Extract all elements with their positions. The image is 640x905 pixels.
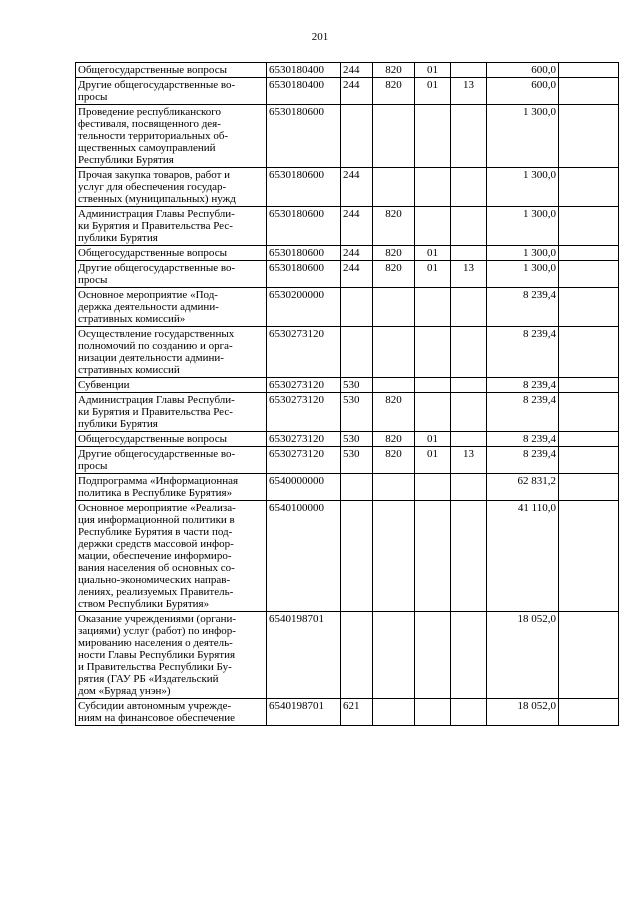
row-pr-cell: 13 (451, 261, 487, 288)
table-row (76, 246, 619, 261)
row-empty-cell (559, 378, 619, 393)
table-row (76, 168, 619, 207)
row-ved-cell (373, 378, 415, 393)
row-sum-cell: 8 239,4 (487, 432, 559, 447)
row-csr-cell: 6530180600 (267, 207, 341, 246)
row-name-cell: Администрация Главы Республи- ки Бурятия и Правительства Рес- публики Бурятия (76, 207, 267, 246)
row-csr-cell: 6540000000 (267, 474, 341, 501)
row-pr-cell (451, 393, 487, 432)
row-csr-cell: 6530273120 (267, 378, 341, 393)
row-ved-cell (373, 501, 415, 612)
row-pr-cell (451, 612, 487, 699)
row-vr-cell: 530 (341, 378, 373, 393)
row-ved-cell (373, 474, 415, 501)
row-sum-cell: 62 831,2 (487, 474, 559, 501)
row-vr-cell: 244 (341, 63, 373, 78)
row-sum-cell: 8 239,4 (487, 288, 559, 327)
row-pr-cell: 13 (451, 447, 487, 474)
row-vr-cell (341, 501, 373, 612)
budget-table (75, 62, 619, 726)
row-vr-cell: 244 (341, 168, 373, 207)
row-pr-cell (451, 168, 487, 207)
row-sum-cell: 8 239,4 (487, 393, 559, 432)
row-ved-cell: 820 (373, 447, 415, 474)
row-rz-cell (415, 327, 451, 378)
row-vr-cell (341, 474, 373, 501)
table-row (76, 447, 619, 474)
row-rz-cell: 01 (415, 261, 451, 288)
row-vr-cell: 244 (341, 246, 373, 261)
row-pr-cell (451, 63, 487, 78)
row-name-cell: Общегосударственные вопросы (76, 63, 267, 78)
row-csr-cell: 6530180400 (267, 63, 341, 78)
row-pr-cell (451, 246, 487, 261)
row-rz-cell: 01 (415, 447, 451, 474)
row-vr-cell: 530 (341, 393, 373, 432)
row-name-cell: Общегосударственные вопросы (76, 432, 267, 447)
row-ved-cell: 820 (373, 246, 415, 261)
row-empty-cell (559, 207, 619, 246)
row-csr-cell: 6530273120 (267, 327, 341, 378)
row-empty-cell (559, 432, 619, 447)
row-empty-cell (559, 612, 619, 699)
row-name-cell: Другие общегосударственные во- просы (76, 78, 267, 105)
budget-table-body (76, 63, 619, 726)
row-vr-cell: 621 (341, 699, 373, 726)
row-csr-cell: 6530180600 (267, 246, 341, 261)
table-row (76, 63, 619, 78)
row-csr-cell: 6530180600 (267, 105, 341, 168)
table-row (76, 288, 619, 327)
row-name-cell: Подпрограмма «Информационная политика в Республике Бурятия» (76, 474, 267, 501)
row-ved-cell (373, 288, 415, 327)
table-row (76, 105, 619, 168)
row-empty-cell (559, 288, 619, 327)
row-empty-cell (559, 168, 619, 207)
row-ved-cell: 820 (373, 78, 415, 105)
row-sum-cell: 41 110,0 (487, 501, 559, 612)
table-row (76, 432, 619, 447)
row-pr-cell (451, 105, 487, 168)
row-empty-cell (559, 327, 619, 378)
row-empty-cell (559, 261, 619, 288)
row-sum-cell: 1 300,0 (487, 168, 559, 207)
table-row (76, 78, 619, 105)
row-rz-cell: 01 (415, 432, 451, 447)
row-pr-cell: 13 (451, 78, 487, 105)
row-empty-cell (559, 246, 619, 261)
row-ved-cell (373, 327, 415, 378)
row-empty-cell (559, 474, 619, 501)
row-csr-cell: 6530200000 (267, 288, 341, 327)
table-row (76, 207, 619, 246)
row-name-cell: Субвенции (76, 378, 267, 393)
row-pr-cell (451, 327, 487, 378)
row-rz-cell (415, 501, 451, 612)
row-pr-cell (451, 288, 487, 327)
row-sum-cell: 1 300,0 (487, 246, 559, 261)
row-name-cell: Прочая закупка товаров, работ и услуг для обеспечения государ- ственных (муниципальных) нужд (76, 168, 267, 207)
row-ved-cell (373, 699, 415, 726)
row-name-cell: Общегосударственные вопросы (76, 246, 267, 261)
table-row (76, 501, 619, 612)
table-row (76, 612, 619, 699)
table-row (76, 378, 619, 393)
row-name-cell: Администрация Главы Республи- ки Бурятия и Правительства Рес- публики Бурятия (76, 393, 267, 432)
row-name-cell: Проведение республиканского фестиваля, посвященного дея- тельности территориальных об- щественных самоуправлений Республики Бурятия (76, 105, 267, 168)
table-row (76, 327, 619, 378)
row-empty-cell (559, 78, 619, 105)
row-name-cell: Другие общегосударственные во- просы (76, 261, 267, 288)
row-rz-cell (415, 105, 451, 168)
row-pr-cell (451, 378, 487, 393)
row-rz-cell (415, 168, 451, 207)
row-empty-cell (559, 699, 619, 726)
row-rz-cell (415, 474, 451, 501)
row-sum-cell: 18 052,0 (487, 612, 559, 699)
row-sum-cell: 8 239,4 (487, 327, 559, 378)
row-ved-cell: 820 (373, 207, 415, 246)
row-name-cell: Оказание учреждениями (органи- зациями) услуг (работ) по инфор- мированию населения о деятель- ности Главы Республики Бурятия и Правительства Республики Бу- рятия (ГАУ РБ «Издательский дом «Буряад унэн») (76, 612, 267, 699)
row-csr-cell: 6530180400 (267, 78, 341, 105)
row-vr-cell (341, 288, 373, 327)
row-empty-cell (559, 447, 619, 474)
row-vr-cell (341, 105, 373, 168)
row-empty-cell (559, 63, 619, 78)
row-sum-cell: 8 239,4 (487, 378, 559, 393)
row-ved-cell: 820 (373, 393, 415, 432)
row-name-cell: Субсидии автономным учрежде- ниям на финансовое обеспечение (76, 699, 267, 726)
row-csr-cell: 6530273120 (267, 447, 341, 474)
row-sum-cell: 1 300,0 (487, 105, 559, 168)
row-pr-cell (451, 474, 487, 501)
row-csr-cell: 6540100000 (267, 501, 341, 612)
row-vr-cell: 244 (341, 78, 373, 105)
row-sum-cell: 600,0 (487, 63, 559, 78)
row-ved-cell: 820 (373, 432, 415, 447)
row-name-cell: Основное мероприятие «Реализа- ция информационной политики в Республике Бурятия в части под- держки средств массовой инфор- мации, обеспечение информиро- вания населения об основных со- циально-экономических направ- лениях, реализуемых Правитель- ством Республики Бурятия» (76, 501, 267, 612)
row-sum-cell: 600,0 (487, 78, 559, 105)
row-rz-cell (415, 699, 451, 726)
row-csr-cell: 6530273120 (267, 432, 341, 447)
table-row (76, 699, 619, 726)
row-empty-cell (559, 105, 619, 168)
page-number: 201 (311, 31, 329, 43)
row-pr-cell (451, 699, 487, 726)
row-vr-cell: 244 (341, 207, 373, 246)
row-rz-cell: 01 (415, 63, 451, 78)
row-rz-cell (415, 612, 451, 699)
row-empty-cell (559, 501, 619, 612)
row-pr-cell (451, 207, 487, 246)
table-row (76, 261, 619, 288)
row-pr-cell (451, 432, 487, 447)
row-vr-cell: 244 (341, 261, 373, 288)
row-csr-cell: 6540198701 (267, 612, 341, 699)
row-vr-cell (341, 327, 373, 378)
row-ved-cell: 820 (373, 261, 415, 288)
row-csr-cell: 6530180600 (267, 261, 341, 288)
row-vr-cell: 530 (341, 447, 373, 474)
row-ved-cell: 820 (373, 63, 415, 78)
row-vr-cell (341, 612, 373, 699)
row-rz-cell (415, 393, 451, 432)
row-rz-cell (415, 378, 451, 393)
row-vr-cell: 530 (341, 432, 373, 447)
row-ved-cell (373, 105, 415, 168)
row-name-cell: Другие общегосударственные во- просы (76, 447, 267, 474)
row-name-cell: Основное мероприятие «Под- держка деятельности админи- стративных комиссий» (76, 288, 267, 327)
row-rz-cell: 01 (415, 78, 451, 105)
row-csr-cell: 6530180600 (267, 168, 341, 207)
row-name-cell: Осуществление государственных полномочий по созданию и орга- низации деятельности админи- стративных комиссий (76, 327, 267, 378)
row-empty-cell (559, 393, 619, 432)
row-sum-cell: 1 300,0 (487, 261, 559, 288)
row-sum-cell: 18 052,0 (487, 699, 559, 726)
row-rz-cell: 01 (415, 246, 451, 261)
row-csr-cell: 6530273120 (267, 393, 341, 432)
row-ved-cell (373, 612, 415, 699)
row-pr-cell (451, 501, 487, 612)
row-rz-cell (415, 207, 451, 246)
row-csr-cell: 6540198701 (267, 699, 341, 726)
row-rz-cell (415, 288, 451, 327)
row-ved-cell (373, 168, 415, 207)
row-sum-cell: 8 239,4 (487, 447, 559, 474)
table-row (76, 393, 619, 432)
table-row (76, 474, 619, 501)
row-sum-cell: 1 300,0 (487, 207, 559, 246)
